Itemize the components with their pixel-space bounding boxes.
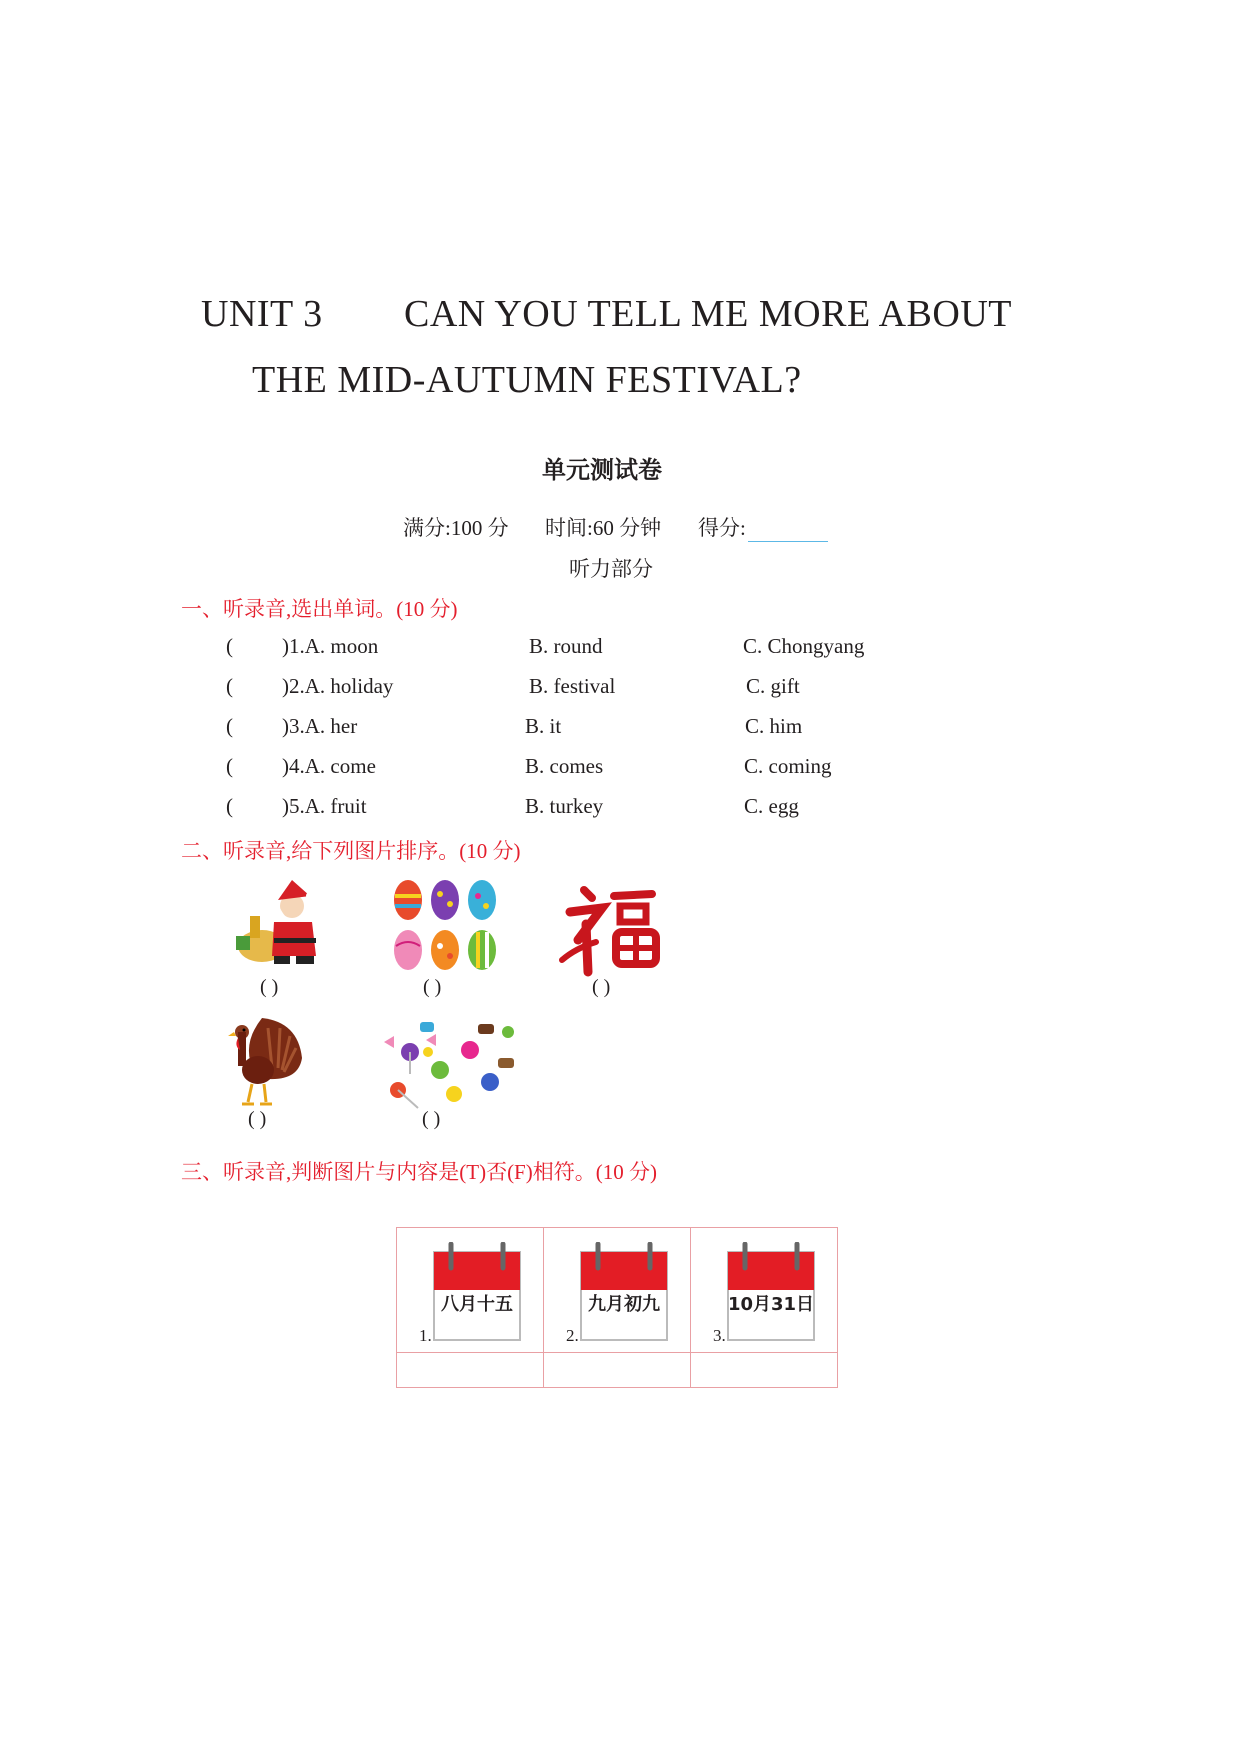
q4-option-b: B. comes (525, 754, 604, 778)
turkey-icon (228, 1008, 308, 1108)
calendar-cell (544, 1228, 691, 1353)
q1-option-a: )1.A. moon (282, 634, 379, 658)
q4-option-a: )4.A. come (282, 754, 376, 778)
q2-option-b: B. festival (529, 674, 616, 698)
q5-option-a: )5.A. fruit (282, 794, 367, 818)
answer-paren[interactable]: ( (226, 634, 233, 658)
answer-cell-1[interactable] (397, 1353, 544, 1388)
full-score: 满分:100 分 (403, 516, 509, 540)
time-limit: 时间:60 分钟 (545, 516, 662, 540)
page-subtitle: 单元测试卷 (542, 456, 662, 484)
answer-cell-3[interactable] (691, 1353, 838, 1388)
calendar-table (396, 1227, 838, 1388)
santa-claus-icon (230, 876, 330, 966)
calendar-cell (397, 1228, 544, 1353)
q3-option-c: C. him (745, 714, 803, 738)
q2-option-c: C. gift (746, 674, 800, 698)
candies-icon (370, 1012, 520, 1112)
score-field (698, 512, 828, 542)
section2-heading: 二、听录音,给下列图片排序。(10 分) (181, 839, 521, 863)
calendar-date: 八月十五 (441, 1294, 513, 1315)
answer-paren[interactable]: ( (226, 714, 233, 738)
title-line1: CAN YOU TELL ME MORE ABOUT (404, 293, 1012, 335)
q3-option-b: B. it (525, 714, 562, 738)
q1-option-b: B. round (529, 634, 603, 658)
picture3-answer[interactable]: ( ) (592, 976, 611, 998)
title-line2: THE MID-AUTUMN FESTIVAL? (252, 359, 802, 401)
q5-option-b: B. turkey (525, 794, 604, 818)
q4-option-c: C. coming (744, 754, 832, 778)
calendar-cell (691, 1228, 838, 1353)
score-blank[interactable] (748, 521, 828, 542)
title-unit: UNIT 3 (201, 293, 323, 335)
answer-paren[interactable]: ( (226, 794, 233, 818)
answer-paren[interactable]: ( (226, 754, 233, 778)
q5-option-c: C. egg (744, 794, 799, 818)
picture4-answer[interactable]: ( ) (248, 1108, 267, 1130)
q3-option-a: )3.A. her (282, 714, 358, 738)
picture5-answer[interactable]: ( ) (422, 1108, 441, 1130)
answer-cell-2[interactable] (544, 1353, 691, 1388)
picture1-answer[interactable]: ( ) (260, 976, 279, 998)
q2-option-a: )2.A. holiday (282, 674, 394, 698)
section3-heading: 三、听录音,判断图片与内容是(T)否(F)相符。(10 分) (181, 1160, 657, 1184)
calendar-date: 10月31日 (727, 1294, 815, 1315)
calendar-number: 2. (566, 1326, 579, 1345)
section1-heading: 一、听录音,选出单词。(10 分) (181, 597, 458, 621)
calendar-date: 九月初九 (588, 1294, 660, 1315)
part-heading: 听力部分 (569, 557, 653, 581)
q1-option-c: C. Chongyang (743, 634, 865, 658)
fu-character-icon (556, 880, 676, 980)
calendar-number: 1. (419, 1326, 432, 1345)
calendar-number: 3. (713, 1326, 726, 1345)
answer-paren[interactable]: ( (226, 674, 233, 698)
picture2-answer[interactable]: ( ) (423, 976, 442, 998)
score-label: 得分: (698, 516, 746, 540)
easter-eggs-icon (390, 876, 500, 976)
